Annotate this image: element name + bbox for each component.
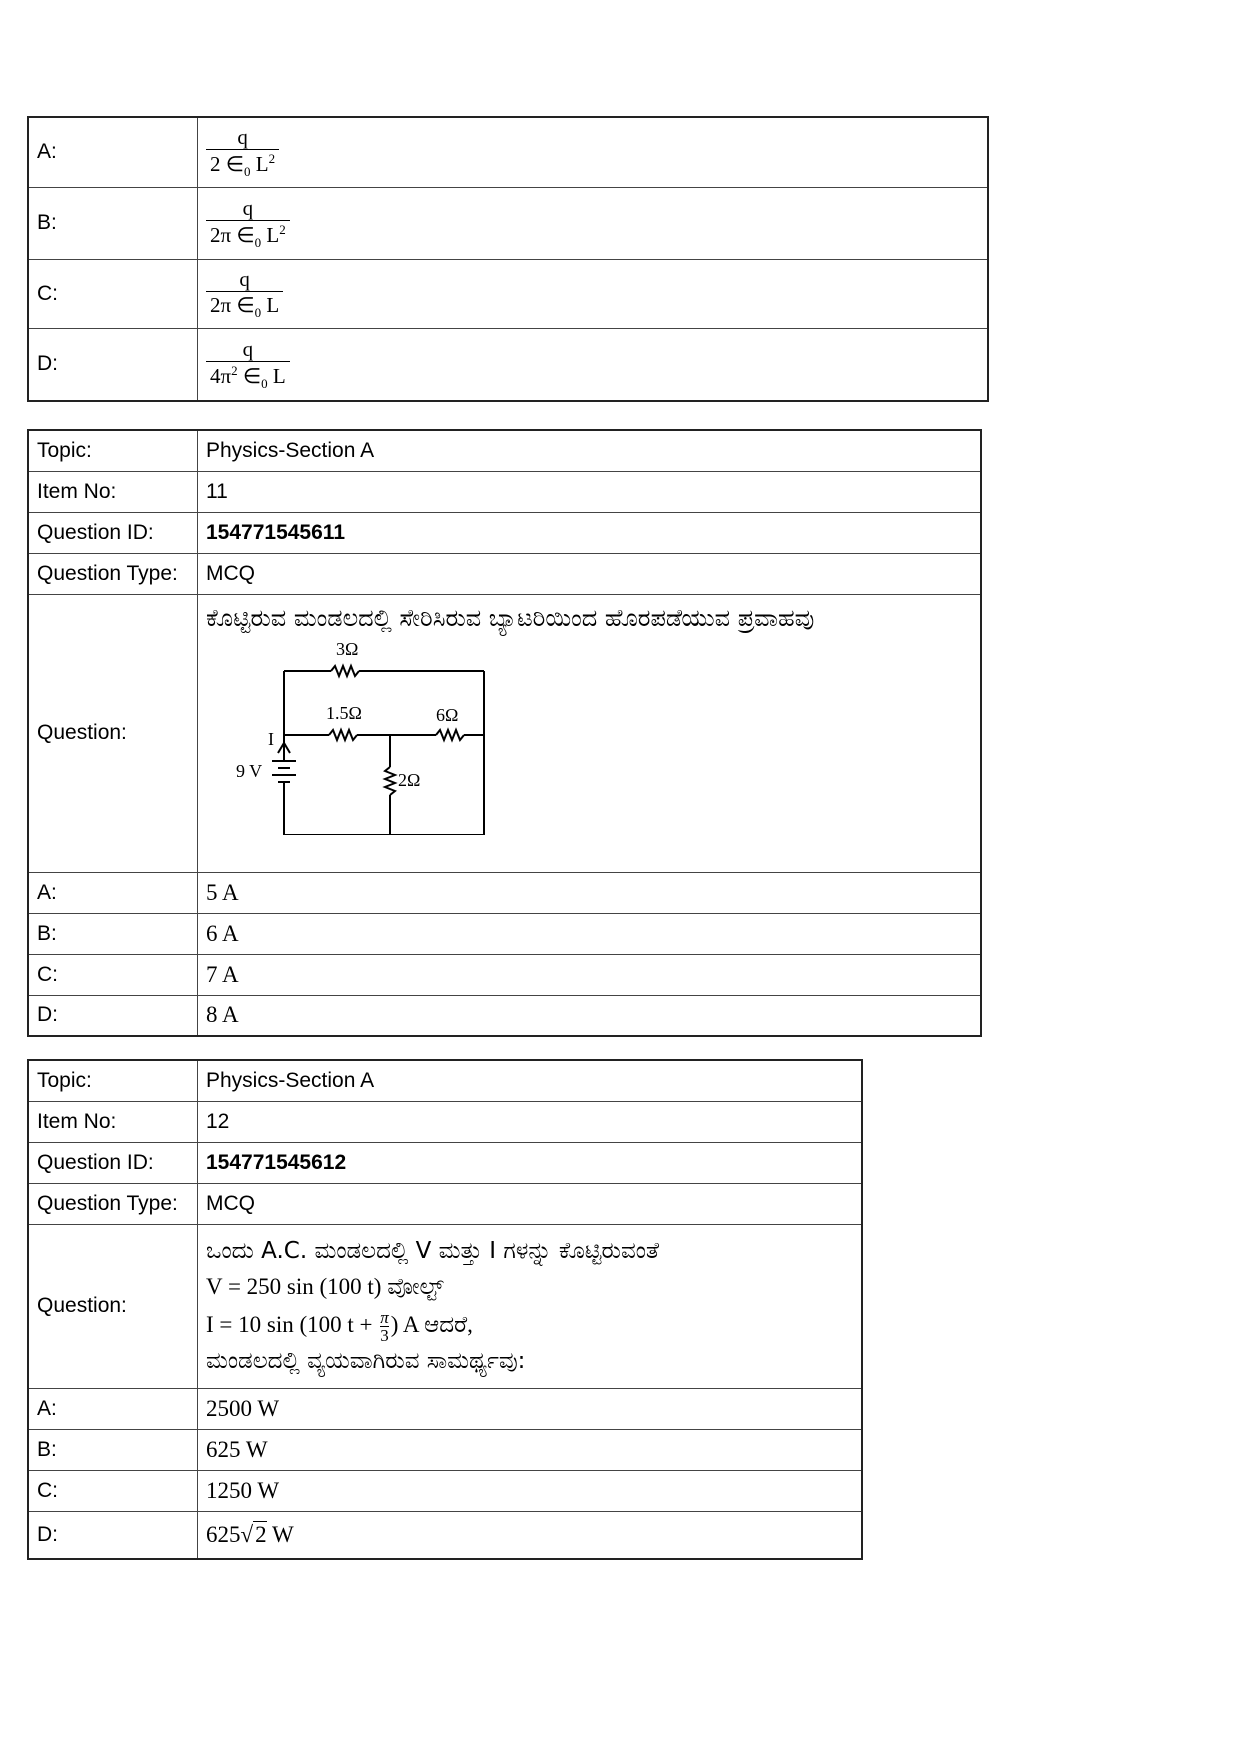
option-row-a	[28, 1388, 862, 1429]
question-id-value: 154771545611	[198, 512, 982, 553]
option-label: D:	[28, 995, 198, 1036]
denominator: 2 $\in_0$ $L^2$	[206, 149, 279, 179]
option-label: D:	[28, 328, 198, 401]
option-value: 625 W	[198, 1429, 863, 1470]
question-line-2: V = 250 sin (100 t) ವೋಲ್ಟ್	[206, 1273, 444, 1299]
option-value: 5 A	[198, 872, 982, 913]
option-label: A:	[28, 1388, 198, 1429]
question-text: ಕೊಟ್ಟಿರುವ ಮಂಡಲದಲ್ಲಿ ಸೇರಿಸಿರುವ ಬ್ಯಾಟರಿಯಿಂದ ಹೊರಪಡೆಯುವ ಪ್ರವಾಹವು	[206, 603, 815, 632]
option-row-c	[28, 259, 988, 328]
question-id-row	[28, 512, 981, 553]
resistor-2ohm	[385, 767, 395, 795]
option-label: A:	[28, 872, 198, 913]
item-value: 12	[198, 1101, 863, 1142]
question-label: Question:	[28, 1224, 198, 1388]
label-6ohm: 6Ω	[436, 704, 459, 725]
item-label: Item No:	[28, 1101, 198, 1142]
question-type-value: MCQ	[198, 1183, 863, 1224]
question-row	[28, 1224, 862, 1388]
topic-value: Physics-Section A	[198, 1060, 863, 1101]
option-label: B:	[28, 1429, 198, 1470]
option-row-d	[28, 328, 988, 401]
option-value	[198, 328, 989, 401]
option-value: 7 A	[198, 954, 982, 995]
label-3ohm: 3Ω	[336, 638, 359, 659]
question-line-1: ಒಂದು A.C. ಮಂಡಲದಲ್ಲಿ V ಮತ್ತು I ಗಳನ್ನು ಕೊಟ್ಟಿರುವಂತೆ	[206, 1237, 660, 1264]
question-label: Question:	[28, 594, 198, 872]
numerator: q	[239, 266, 250, 291]
option-label: D:	[28, 1511, 198, 1559]
question-type-value: MCQ	[198, 553, 982, 594]
question-type-row	[28, 1183, 862, 1224]
options-table-q10	[27, 116, 989, 402]
option-row-b	[28, 913, 981, 954]
label-2ohm: 2Ω	[398, 769, 421, 790]
option-row-d	[28, 1511, 862, 1559]
option-label: C:	[28, 259, 198, 328]
pi-over-3: $\frac{\pi}{3}$	[380, 1308, 389, 1346]
option-value: 625√2 W	[198, 1511, 863, 1559]
option-label: B:	[28, 187, 198, 259]
fraction	[206, 126, 279, 179]
numerator: q	[242, 195, 254, 220]
item-value: 11	[198, 471, 982, 512]
question-body	[198, 1224, 863, 1388]
question-type-row	[28, 553, 981, 594]
option-value: 8 A	[198, 995, 982, 1036]
question-type-label: Question Type:	[28, 553, 198, 594]
label-1-5ohm: 1.5Ω	[326, 702, 362, 723]
denominator: 2π $\in_0$ $L^2$	[206, 220, 290, 250]
resistor-3ohm	[331, 666, 359, 676]
question-id-label: Question ID:	[28, 512, 198, 553]
option-row-d	[28, 995, 981, 1036]
option-row-c	[28, 1470, 862, 1511]
fraction	[206, 268, 283, 320]
option-value	[198, 187, 989, 259]
question-table-11	[27, 429, 982, 1037]
topic-row	[28, 1060, 862, 1101]
topic-label: Topic:	[28, 430, 198, 471]
option-label: C:	[28, 1470, 198, 1511]
topic-row	[28, 430, 981, 471]
option-row-b	[28, 187, 988, 259]
fraction	[206, 338, 290, 391]
topic-label: Topic:	[28, 1060, 198, 1101]
numerator: q	[237, 124, 248, 149]
option-label: C:	[28, 954, 198, 995]
question-line-3: I = 10 sin (100 t + $\frac{\pi}{3}$ ) A ಆದರೆ,	[206, 1308, 473, 1346]
denominator: 2π $\in_0$ L	[206, 291, 283, 320]
denominator: $4\pi^2$ $\in_0$ L	[206, 361, 290, 391]
option-row-a	[28, 872, 981, 913]
question-row	[28, 594, 981, 872]
label-battery: 9 V	[236, 760, 263, 781]
resistor-1-5ohm	[329, 730, 357, 740]
option-value	[198, 259, 989, 328]
question-id-value: 154771545612	[198, 1142, 863, 1183]
option-row-c	[28, 954, 981, 995]
question-body	[198, 594, 982, 872]
question-type-label: Question Type:	[28, 1183, 198, 1224]
option-value: 1250 W	[198, 1470, 863, 1511]
option-row-b	[28, 1429, 862, 1470]
option-label: B:	[28, 913, 198, 954]
question-line-4: ಮಂಡಲದಲ್ಲಿ ವ್ಯಯವಾಗಿರುವ ಸಾಮರ್ಥ್ಯವು:	[206, 1348, 526, 1375]
item-label: Item No:	[28, 471, 198, 512]
circuit-diagram	[226, 635, 526, 835]
question-table-12	[27, 1059, 863, 1560]
option-label: A:	[28, 117, 198, 187]
option-value: 6 A	[198, 913, 982, 954]
option-value: 2500 W	[198, 1388, 863, 1429]
topic-value: Physics-Section A	[198, 430, 982, 471]
question-id-row	[28, 1142, 862, 1183]
question-id-label: Question ID:	[28, 1142, 198, 1183]
label-current: I	[268, 728, 274, 749]
item-row	[28, 471, 981, 512]
fraction	[206, 197, 290, 250]
option-value	[198, 117, 989, 187]
resistor-6ohm	[436, 730, 464, 740]
item-row	[28, 1101, 862, 1142]
numerator: q	[242, 336, 254, 361]
option-row-a	[28, 117, 988, 187]
